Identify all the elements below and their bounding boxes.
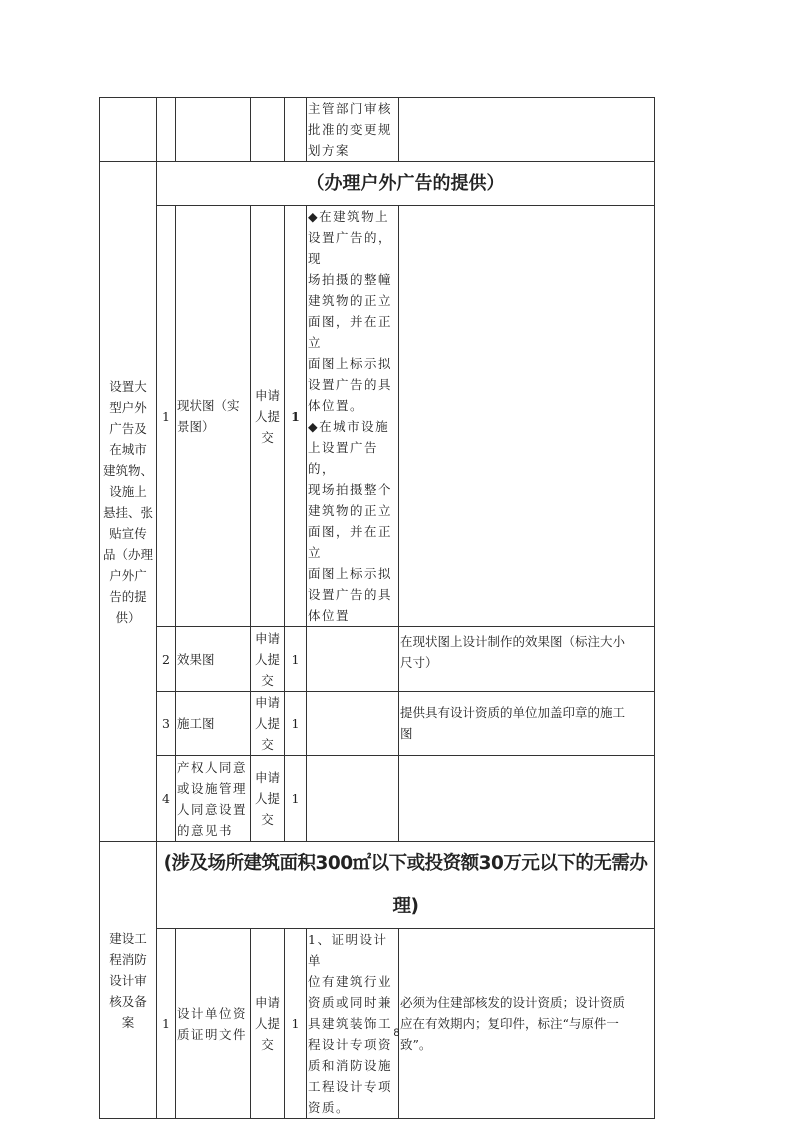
requirement-cell xyxy=(307,627,399,692)
section-header: （办理户外广告的提供） xyxy=(157,162,655,206)
count-cell: 1 xyxy=(285,929,307,1119)
source-cell: 申请 人提 交 xyxy=(251,929,285,1119)
requirement-cell: 1、证明设计单 位有建筑行业 资质或同时兼 具建筑装饰工 程设计专项资 质和消防设施 工程设计专项 资质。 xyxy=(307,929,399,1119)
note-cell: 提供具有设计资质的单位加盖印章的施工 图 xyxy=(399,692,655,756)
source-cell: 申请 人提 交 xyxy=(251,756,285,842)
table-row xyxy=(100,627,655,692)
material-name-cell: 施工图 xyxy=(176,692,251,756)
page-number: 8 xyxy=(393,1027,400,1039)
table-row xyxy=(100,98,655,162)
note-cell xyxy=(399,98,655,162)
requirement-cell xyxy=(307,692,399,756)
note-cell: 必须为住建部核发的设计资质；设计资质 应在有效期内；复印件，标注“与原件一 致”。 xyxy=(399,929,655,1119)
table-row xyxy=(100,756,655,842)
table-row xyxy=(100,692,655,756)
material-name-cell: 效果图 xyxy=(176,627,251,692)
requirement-cell: ◆在建筑物上 设置广告的，现 场拍摄的整幢 建筑物的正立 面图，并在正立 面图上标示拟 设置广告的具 体位置。 ◆在城市设施 上设置广告的， 现场拍摄整个 建筑物的正立 面图，并在正立 面图上标示拟 设置广告的具 体位置 xyxy=(307,206,399,627)
material-name-cell: 设计单位资 质证明文件 xyxy=(176,929,251,1119)
material-name-cell xyxy=(176,98,251,162)
requirement-cell xyxy=(307,756,399,842)
source-cell xyxy=(251,98,285,162)
category-title: 建设工 程消防 设计审 核及备 案 xyxy=(100,842,157,1119)
index-cell: 3 xyxy=(157,692,176,756)
source-cell: 申请 人提 交 xyxy=(251,627,285,692)
note-cell: 在现状图上设计制作的效果图（标注大小 尺寸） xyxy=(399,627,655,692)
index-cell: 1 xyxy=(157,206,176,627)
index-cell xyxy=(157,98,176,162)
note-cell xyxy=(399,206,655,627)
note-cell xyxy=(399,756,655,842)
material-name-cell: 产权人同意 或设施管理 人同意设置 的意见书 xyxy=(176,756,251,842)
section-header-row xyxy=(100,162,655,206)
section-header-row xyxy=(100,842,655,929)
count-cell: 1 xyxy=(285,756,307,842)
section-header: (涉及场所建筑面积300㎡以下或投资额30万元以下的无需办 理) xyxy=(157,842,655,929)
index-cell: 2 xyxy=(157,627,176,692)
table-row xyxy=(100,929,655,1119)
count-cell xyxy=(285,98,307,162)
source-cell: 申请 人提 交 xyxy=(251,206,285,627)
source-cell: 申请 人提 交 xyxy=(251,692,285,756)
count-cell: 1 xyxy=(285,206,307,627)
category-cell xyxy=(100,98,157,162)
count-cell: 1 xyxy=(285,692,307,756)
table-row xyxy=(100,206,655,627)
category-title: 设置大 型户外 广告及 在城市 建筑物、 设施上 悬挂、张 贴宣传 品（办理 户外广 告的提 供） xyxy=(100,162,157,842)
index-cell: 1 xyxy=(157,929,176,1119)
requirement-cell: 主管部门审核 批准的变更规 划方案 xyxy=(307,98,399,162)
material-name-cell: 现状图（实 景图） xyxy=(176,206,251,627)
materials-table xyxy=(99,97,655,1119)
count-cell: 1 xyxy=(285,627,307,692)
index-cell: 4 xyxy=(157,756,176,842)
